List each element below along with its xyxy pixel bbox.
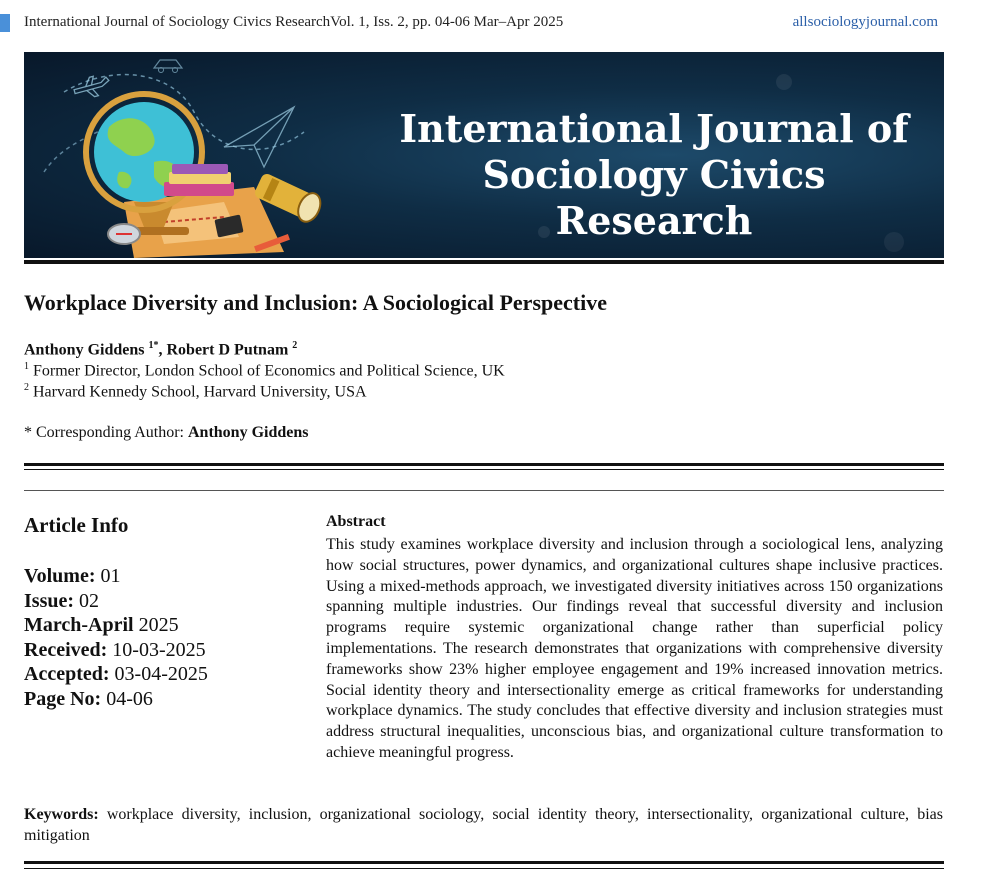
section-divider <box>24 490 944 491</box>
footer-divider <box>24 868 944 869</box>
info-value: 04-06 <box>106 687 153 710</box>
corresponding-label: * Corresponding Author: <box>24 424 184 441</box>
author-separator: , <box>158 341 167 359</box>
car-icon <box>154 60 182 73</box>
compass-icon <box>108 224 140 244</box>
affiliation-text: Harvard Kennedy School, Harvard University, USA <box>33 383 367 401</box>
info-value: 02 <box>79 589 100 612</box>
book-stack-icon <box>164 164 234 196</box>
corresponding-name: Anthony Giddens <box>188 424 309 441</box>
info-label: Received: <box>24 638 108 661</box>
affiliation-1 <box>24 361 505 380</box>
banner-title-line1: International Journal of <box>399 106 909 151</box>
airplane-icon <box>72 73 112 102</box>
affiliation-number: 1 <box>24 361 29 372</box>
article-info-heading: Article Info <box>24 513 129 537</box>
abstract-heading: Abstract <box>326 513 386 530</box>
info-volume <box>24 564 208 589</box>
paper-title: Workplace Diversity and Inclusion: A Sociological Perspective <box>24 290 607 315</box>
keywords-text: workplace diversity, inclusion, organizational sociology, social identity theory, intersectionality, organizational culture, bias mitigation <box>24 806 944 844</box>
corresponding-author <box>24 424 309 442</box>
affiliation-2 <box>24 382 367 401</box>
banner-title-line2: Sociology Civics Research <box>482 152 826 243</box>
info-issue <box>24 589 208 614</box>
info-received <box>24 638 208 663</box>
info-label: Issue: <box>24 589 75 612</box>
info-value: 2025 <box>138 614 179 636</box>
author-affiliation-marker: 1* <box>148 340 159 351</box>
journal-site-link[interactable]: allsociologyjournal.com <box>792 14 938 30</box>
footer-divider <box>24 861 944 864</box>
running-head: International Journal of Sociology Civics ResearchVol. 1, Iss. 2, pp. 04-06 Mar–Apr 2025 <box>24 14 564 30</box>
info-accepted <box>24 662 208 687</box>
journal-banner <box>24 52 944 258</box>
author-list <box>24 340 297 359</box>
article-info-list <box>24 564 208 711</box>
author-affiliation-marker: 2 <box>292 340 298 351</box>
info-label: Volume: <box>24 565 96 587</box>
info-page <box>24 687 208 712</box>
section-divider <box>24 469 944 470</box>
banner-divider <box>24 260 944 264</box>
keywords-label: Keywords: <box>24 806 99 823</box>
banner-title <box>384 106 924 244</box>
keywords <box>24 804 943 846</box>
info-value: 10-03-2025 <box>112 638 206 661</box>
author-name: Robert D Putnam <box>166 341 289 359</box>
abstract-text: This study examines workplace diversity and inclusion through a sociological lens, analyzing how social structures, power dynamics, and organizational cultures shape inclusive practices. Using a mixed-methods approach, we investigated diversity initiatives across 150 organizations spanning multiple industries. Our findings reveal that successful diversity and inclusion programs require systemic organizational change rather than superficial policy implementations. The research demonstrates that organizations with comprehensive diversity frameworks show 23% higher employee engagement and 19% increased innovation metrics. Social identity theory and intersectionality emerge as critical frameworks for understanding workplace dynamics. The study concludes that effective diversity and inclusion strategies must address structural inequalities, unconscious bias, and organizational culture transformation to achieve meaningful progress. <box>326 536 943 761</box>
section-divider <box>24 463 944 466</box>
info-label: March-April <box>24 614 134 636</box>
paper-plane-icon <box>224 107 294 167</box>
info-period <box>24 613 208 638</box>
header-accent-mark <box>0 14 10 32</box>
info-value: 01 <box>100 565 121 587</box>
author-name: Anthony Giddens <box>24 341 145 359</box>
info-label: Page No: <box>24 687 102 710</box>
affiliation-number: 2 <box>24 382 29 393</box>
info-label: Accepted: <box>24 663 110 685</box>
affiliation-text: Former Director, London School of Economics and Political Science, UK <box>33 362 505 380</box>
info-value: 03-04-2025 <box>114 663 208 685</box>
